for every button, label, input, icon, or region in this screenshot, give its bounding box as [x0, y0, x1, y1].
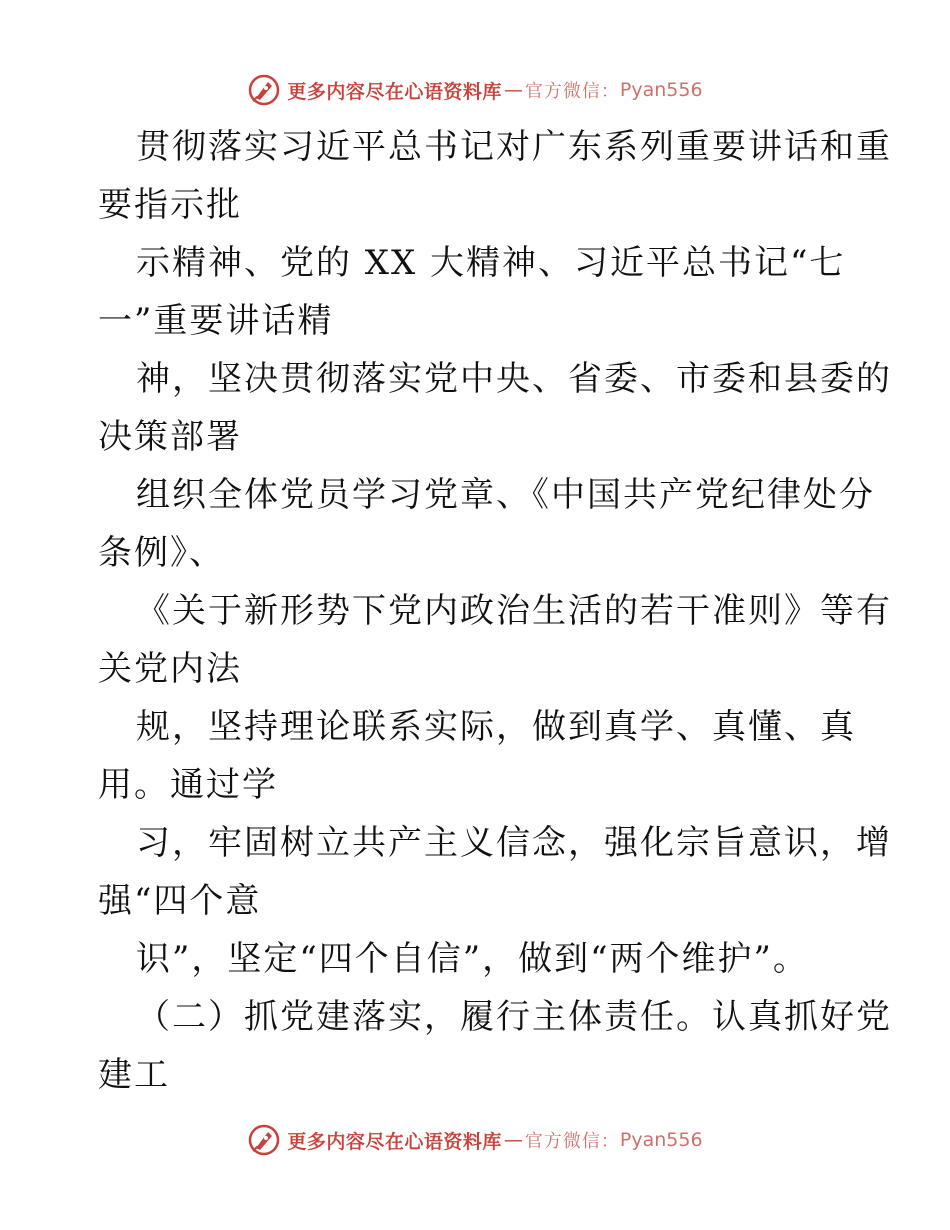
watermark-separator: — — [503, 79, 523, 101]
document-body — [98, 118, 892, 1104]
watermark-label: 官方微信： — [524, 1131, 620, 1152]
text-line: 贯彻落实习近平总书记对广东系列重要讲话和重 — [136, 127, 892, 167]
pen-nib-logo-icon — [247, 1123, 281, 1157]
pen-nib-logo-icon — [247, 73, 281, 107]
watermark-wechat-id: Pyan556 — [619, 1129, 703, 1151]
text-line: 规，坚持理论联系实际，做到真学、真懂、真 — [136, 707, 856, 747]
text-line: （二）抓党建落实，履行主体责任。认真抓好党 — [136, 997, 892, 1037]
header-watermark — [0, 70, 950, 110]
text-line: 示精神、党的 XX 大精神、习近平总书记“七 — [136, 243, 846, 283]
text-line: 《关于新形势下党内政治生活的若干准则》等有 — [136, 591, 892, 631]
text-line: 习，牢固树立共产主义信念，强化宗旨意识，增 — [136, 823, 892, 863]
text-line: 条例》、 — [98, 533, 225, 573]
watermark-separator: — — [503, 1129, 523, 1151]
text-line: 决策部署 — [98, 417, 242, 457]
text-line: 识”，坚定“四个自信”，做到“两个维护”。 — [136, 939, 809, 979]
text-line: 一”重要讲话精 — [98, 301, 334, 341]
text-line: 建工 — [98, 1055, 170, 1095]
footer-watermark — [0, 1120, 950, 1160]
text-line: 关党内法 — [98, 649, 242, 689]
text-line: 强“四个意 — [98, 881, 262, 921]
text-line: 组织全体党员学习党章、《中国共产党纪律处分 — [136, 475, 875, 515]
text-line: 用。通过学 — [98, 765, 278, 805]
watermark-label: 官方微信： — [524, 81, 620, 102]
watermark-wechat-id: Pyan556 — [619, 79, 703, 101]
text-line: 神，坚决贯彻落实党中央、省委、市委和县委的 — [136, 359, 892, 399]
watermark-brand: 更多内容尽在心语资料库 — [287, 1130, 502, 1153]
text-line: 要指示批 — [98, 185, 242, 225]
watermark-brand: 更多内容尽在心语资料库 — [287, 80, 502, 103]
